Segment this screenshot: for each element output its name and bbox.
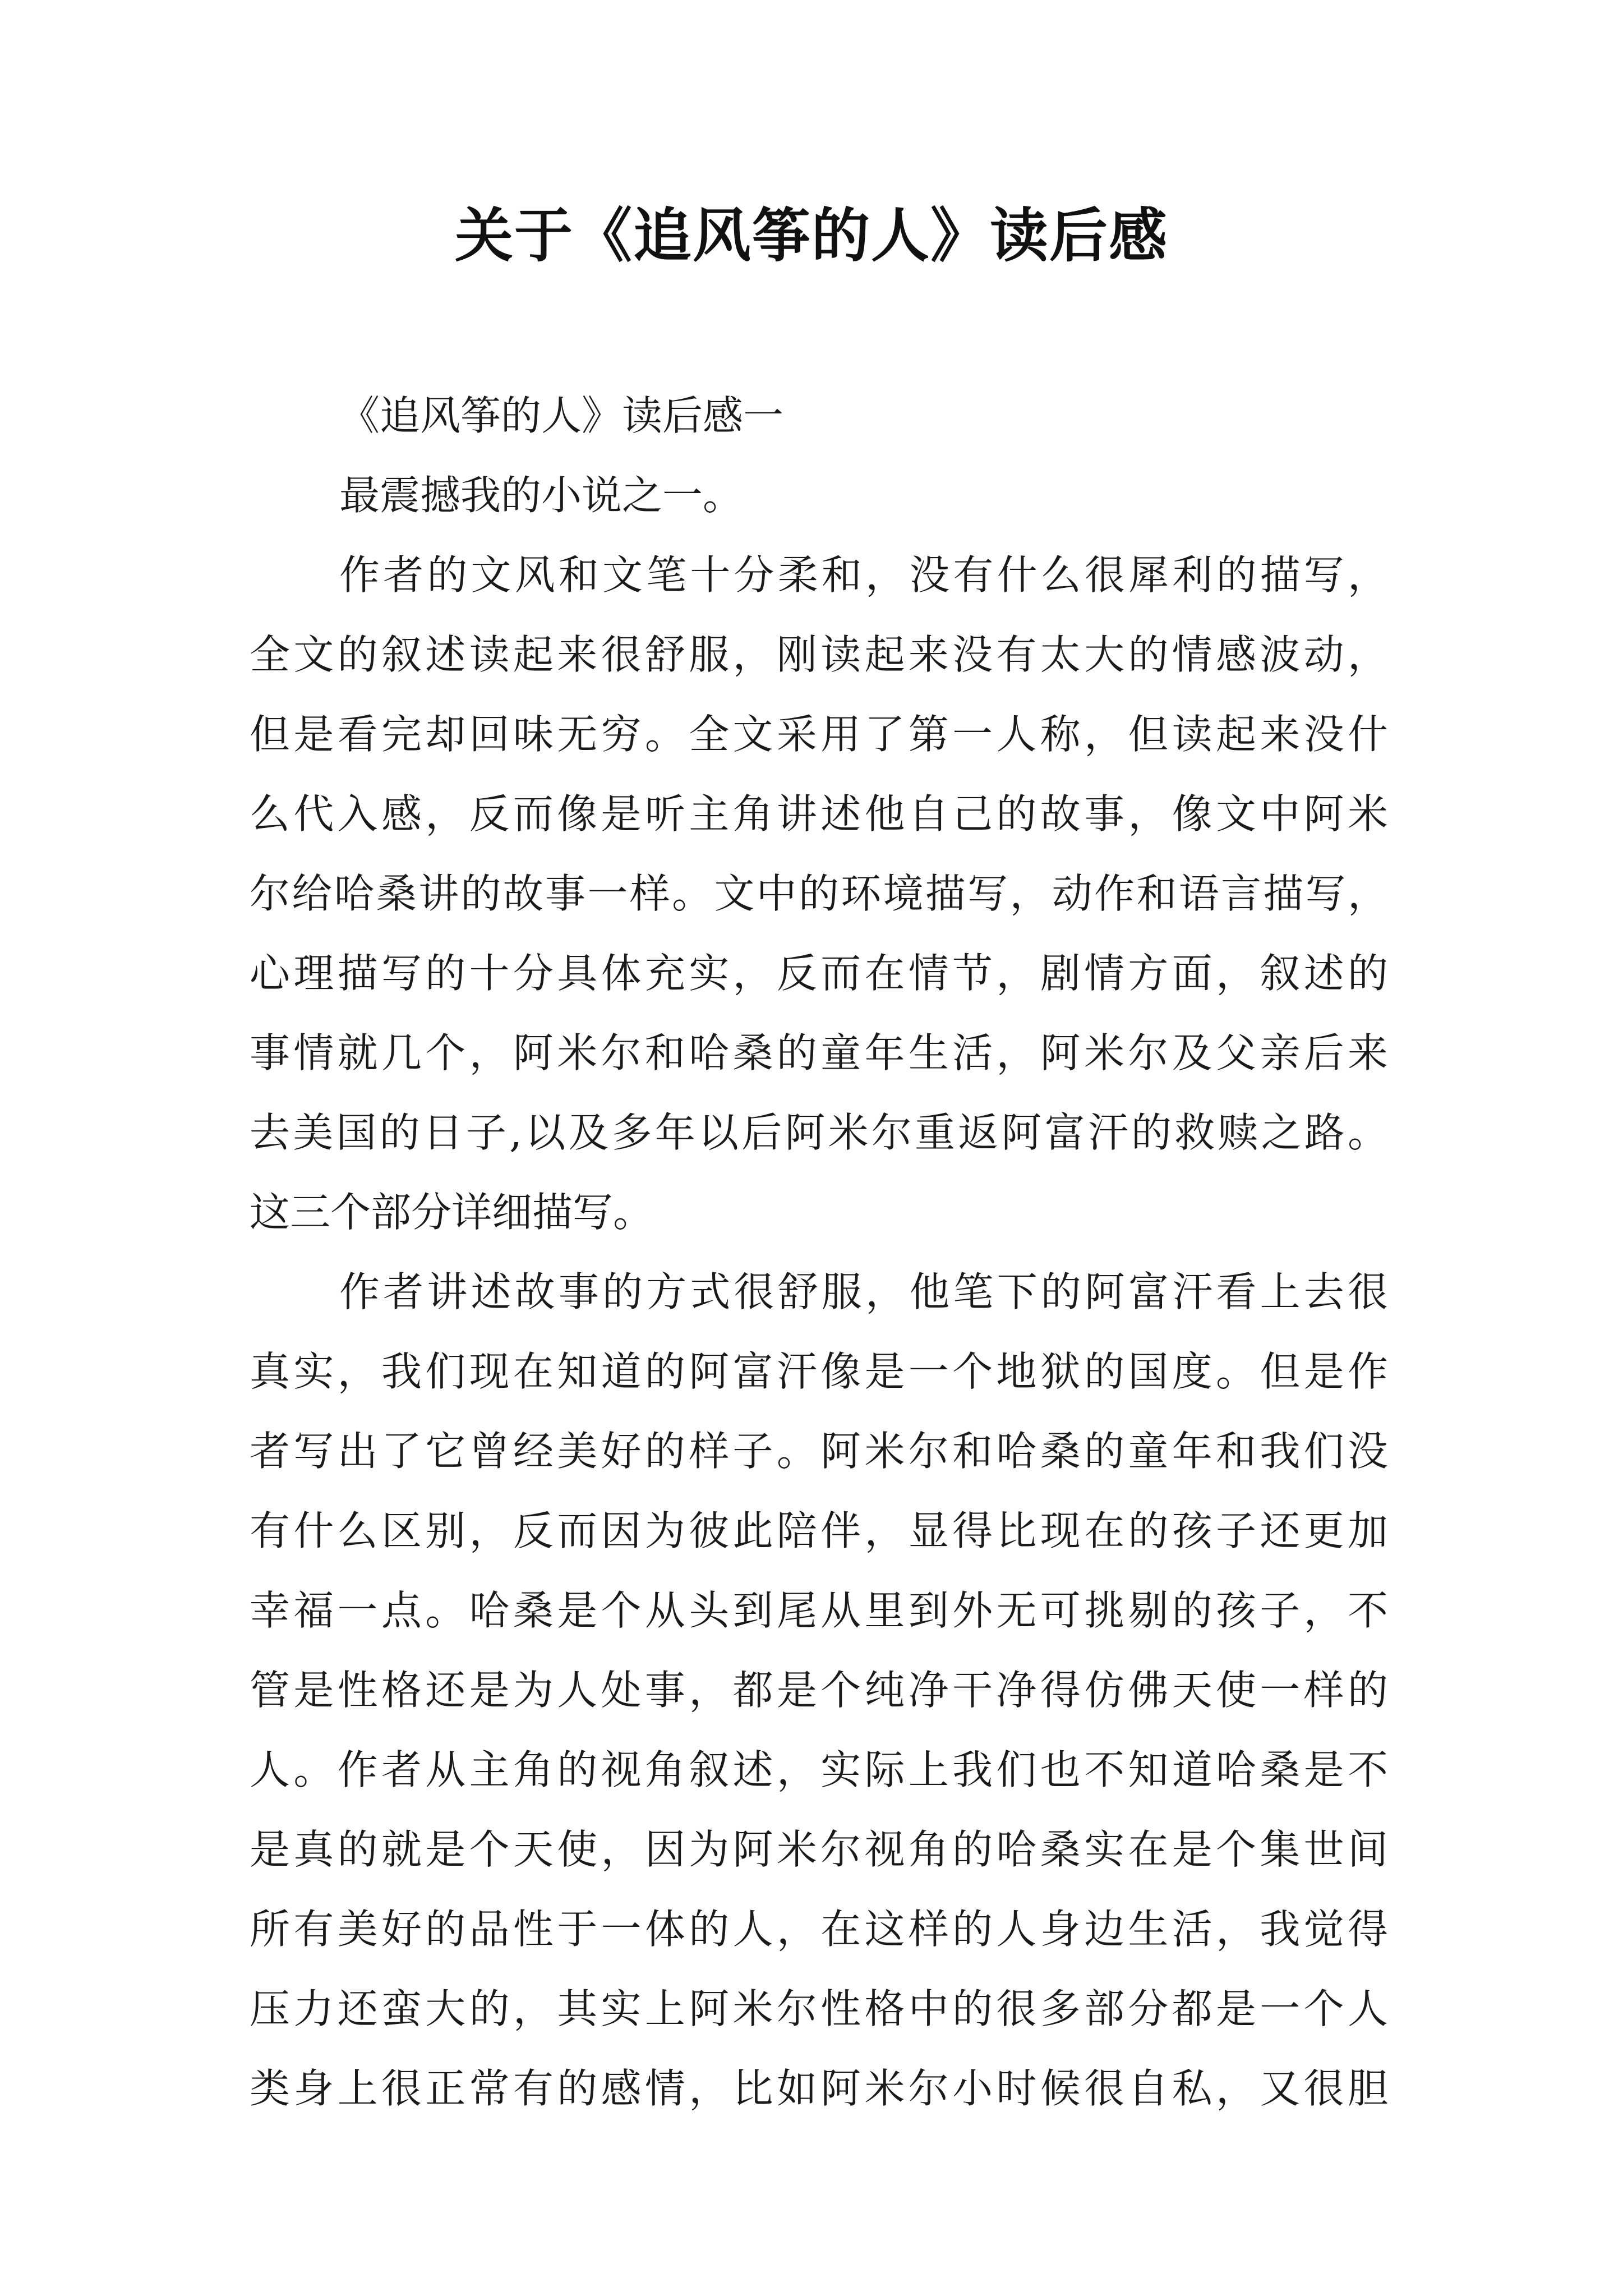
body-line: 这三个部分详细描写。: [250, 1189, 654, 1236]
body-line: 所有美好的品性于一体的人，在这样的人身边生活，我觉得: [250, 1906, 1388, 1953]
body-line: 有什么区别，反而因为彼此陪伴，显得比现在的孩子还更加: [250, 1507, 1388, 1554]
body-line: 心理描写的十分具体充实，反而在情节，剧情方面，叙述的: [250, 950, 1388, 997]
body-line: 压力还蛮大的，其实上阿米尔性格中的很多部分都是一个人: [250, 1985, 1388, 2032]
document-body: [250, 376, 1388, 2128]
body-line: 事情就几个，阿米尔和哈桑的童年生活，阿米尔及父亲后来: [250, 1029, 1388, 1076]
body-line: 是真的就是个天使，因为阿米尔视角的哈桑实在是个集世间: [250, 1826, 1388, 1873]
document-title: 关于《追风筝的人》读后感: [454, 201, 1168, 270]
body-line: 尔给哈桑讲的故事一样。文中的环境描写，动作和语言描写，: [250, 870, 1388, 917]
body-line: 人。作者从主角的视角叙述，实际上我们也不知道哈桑是不: [250, 1746, 1388, 1793]
body-line: 真实，我们现在知道的阿富汗像是一个地狱的国度。但是作: [250, 1348, 1388, 1395]
body-line: 作者的文风和文笔十分柔和，没有什么很犀利的描写，: [339, 551, 1388, 599]
body-line: 幸福一点。哈桑是个从头到尾从里到外无可挑剔的孩子，不: [250, 1587, 1388, 1634]
body-line: 么代入感，反而像是听主角讲述他自己的故事，像文中阿米: [250, 790, 1388, 838]
body-line: 全文的叙述读起来很舒服，刚读起来没有太大的情感波动，: [250, 631, 1388, 678]
body-line: 去美国的日子,以及多年以后阿米尔重返阿富汗的救赎之路。: [250, 1109, 1388, 1156]
body-line: 《追风筝的人》读后感一: [339, 392, 784, 439]
body-line: 作者讲述故事的方式很舒服，他笔下的阿富汗看上去很: [339, 1268, 1388, 1315]
body-line: 者写出了它曾经美好的样子。阿米尔和哈桑的童年和我们没: [250, 1428, 1388, 1475]
body-line: 但是看完却回味无穷。全文采用了第一人称，但读起来没什: [250, 711, 1388, 758]
body-line: 最震撼我的小说之一。: [339, 472, 744, 519]
body-line: 管是性格还是为人处事，都是个纯净干净得仿佛天使一样的: [250, 1667, 1388, 1714]
body-line: 类身上很正常有的感情，比如阿米尔小时候很自私，又很胆: [250, 2065, 1388, 2112]
